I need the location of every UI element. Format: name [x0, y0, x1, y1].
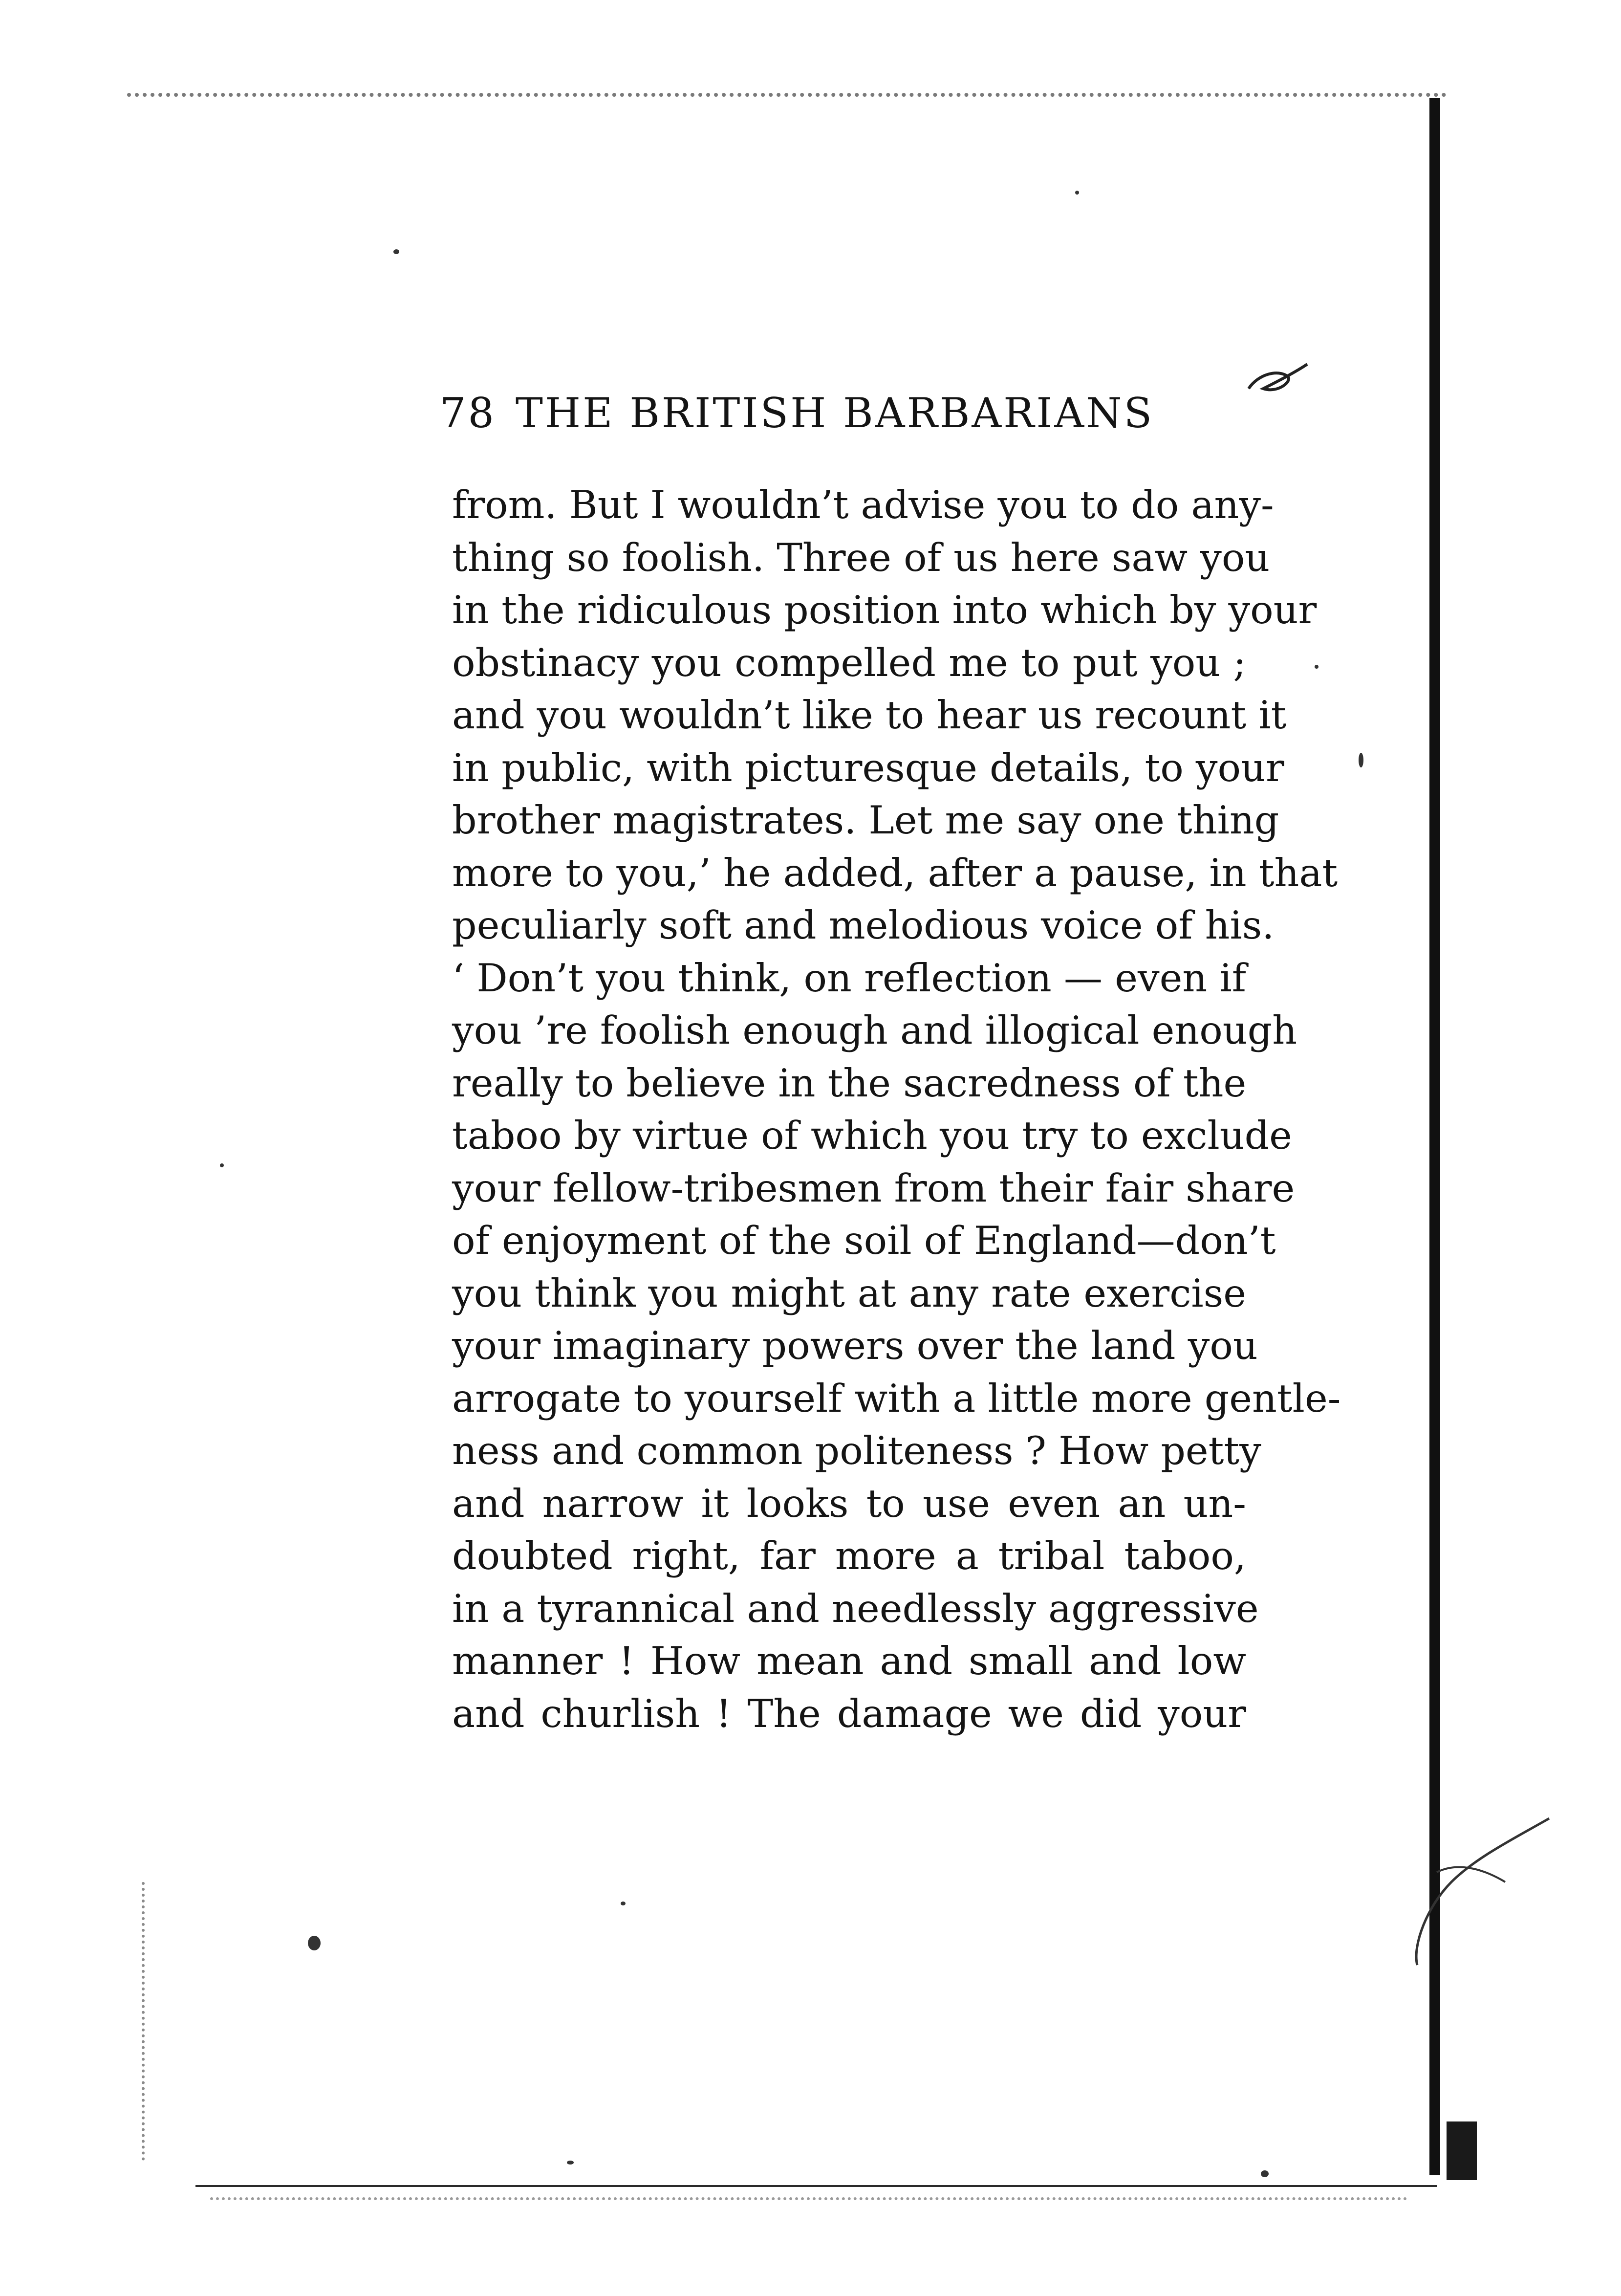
text-line: in the ridiculous position into which by your: [452, 588, 1317, 633]
text-line: you think you might at any rate exercise: [452, 1270, 1246, 1316]
text-line: you ’re foolish enough and illogical enough: [452, 1008, 1297, 1053]
text-line: taboo by virtue of which you try to exclude: [452, 1113, 1292, 1158]
scan-speck: [567, 2161, 574, 2165]
text-line: brother magistrates. Let me say one thing: [452, 798, 1279, 843]
text-line: ness and common politeness ? How petty: [452, 1428, 1261, 1473]
running-head: [440, 384, 1241, 442]
text-line: and churlish ! The damage we did your: [452, 1691, 1246, 1736]
scan-top-edge-artifact: [127, 93, 1447, 97]
scan-speck: [1359, 753, 1363, 767]
text-line: and you wouldn’t like to hear us recount it: [452, 693, 1287, 738]
text-line: ‘ Don’t you think, on reflection — even if: [452, 955, 1246, 1001]
running-title: THE BRITISH BARBARIANS: [515, 389, 1154, 437]
text-line: in public, with picturesque details, to your: [452, 745, 1284, 790]
binding-spine-foot: [1447, 2121, 1477, 2180]
text-line: more to you,’ he added, after a pause, in that: [452, 850, 1338, 896]
text-line: doubted right, far more a tribal taboo,: [452, 1533, 1246, 1578]
scan-speck: [308, 1936, 321, 1950]
scan-speck: [1315, 665, 1318, 669]
page-number: 78: [440, 389, 496, 437]
scan-speck: [1261, 2170, 1269, 2177]
text-line: obstinacy you compelled me to put you ;: [452, 640, 1246, 685]
text-line: and narrow it looks to use even an un-: [452, 1481, 1246, 1526]
scan-speck: [1075, 191, 1079, 195]
pencil-scribble-mark: [1407, 1809, 1554, 1970]
scan-bottom-dots-artifact: [210, 2197, 1407, 2200]
left-margin-scan-marks: [142, 1882, 151, 2161]
pencil-ornament-mark: [1244, 359, 1312, 403]
text-line: your imaginary powers over the land you: [452, 1323, 1258, 1368]
text-line: arrogate to yourself with a little more gentle-: [452, 1376, 1341, 1421]
body-text: [452, 479, 1341, 1750]
text-line: your fellow-tribesmen from their fair share: [452, 1165, 1295, 1211]
text-line: of enjoyment of the soil of England—don’t: [452, 1218, 1276, 1263]
scan-bottom-edge-artifact: [195, 2185, 1437, 2187]
scan-speck: [220, 1163, 224, 1167]
text-line: thing so foolish. Three of us here saw you: [452, 535, 1270, 580]
text-line: in a tyrannical and needlessly aggressive: [452, 1586, 1259, 1631]
text-line: peculiarly soft and melodious voice of his.: [452, 903, 1275, 948]
text-line: manner ! How mean and small and low: [452, 1639, 1246, 1684]
text-line: from. But I wouldn’t advise you to do any-: [452, 482, 1274, 527]
text-line: really to believe in the sacredness of the: [452, 1060, 1247, 1106]
scan-speck: [621, 1902, 626, 1905]
scan-speck: [393, 249, 399, 254]
